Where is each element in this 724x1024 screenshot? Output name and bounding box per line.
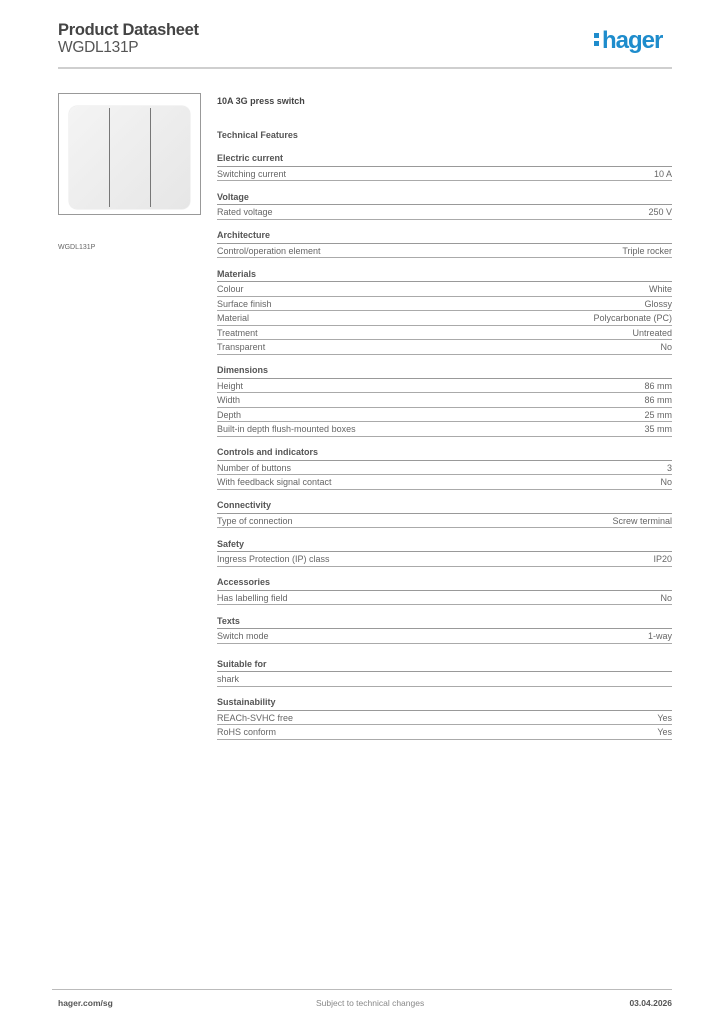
spec-value: 35 mm: [644, 424, 672, 434]
hager-logo: hager: [594, 27, 662, 55]
spec-label: RoHS conform: [217, 727, 277, 737]
spec-value: No: [660, 592, 672, 603]
spec-row: [217, 514, 672, 529]
spec-label: Number of buttons: [217, 462, 292, 473]
spec-row: [217, 244, 672, 259]
technical-features-heading: Technical Features: [217, 130, 298, 140]
spec-group: [217, 696, 672, 740]
spec-label: Treatment: [217, 327, 258, 338]
page-title: Product Datasheet: [58, 21, 199, 39]
spec-value: 86 mm: [644, 380, 672, 391]
spec-group-title: Dimensions: [217, 364, 672, 379]
spec-content: [217, 95, 672, 749]
spec-row: [217, 167, 672, 182]
spec-label: Control/operation element: [217, 245, 321, 256]
spec-value: Screw terminal: [612, 515, 672, 526]
footer-note: Subject to technical changes: [316, 998, 425, 1008]
spec-value: 10 A: [653, 168, 672, 179]
spec-row: [217, 591, 672, 606]
spec-group-title: Architecture: [217, 229, 672, 244]
spec-group-title: Connectivity: [217, 499, 672, 514]
spec-value: No: [660, 342, 672, 352]
spec-value: Polycarbonate (PC): [593, 313, 672, 323]
spec-value: Glossy: [644, 298, 672, 309]
spec-group: [217, 229, 672, 258]
spec-label: Ingress Protection (IP) class: [217, 554, 330, 564]
logo-dots-icon: [594, 30, 599, 46]
spec-value: Yes: [657, 727, 672, 737]
product-image: [58, 93, 201, 215]
footer-divider: [52, 989, 672, 990]
spec-group: [217, 152, 672, 181]
spec-group: [217, 499, 672, 528]
spec-group-title: Electric current: [217, 152, 672, 167]
spec-group: [217, 615, 672, 644]
spec-row: [217, 297, 672, 312]
spec-value: No: [660, 477, 672, 487]
spec-row: [217, 311, 672, 326]
spec-row: [217, 629, 672, 644]
spec-label: Switch mode: [217, 631, 269, 641]
spec-row: [217, 393, 672, 408]
spec-group: [217, 538, 672, 567]
spec-group-title: Accessories: [217, 576, 672, 591]
spec-label: REACh-SVHC free: [217, 712, 294, 723]
footer-website[interactable]: hager.com/sg: [58, 998, 113, 1008]
triple-rocker-switch-image: [69, 106, 190, 209]
spec-row: [217, 205, 672, 220]
spec-row: [217, 552, 672, 567]
spec-value: 250 V: [648, 207, 672, 217]
spec-group-title: Suitable for: [217, 658, 672, 673]
footer-date: 03.04.2026: [629, 998, 672, 1008]
spec-row: [217, 672, 672, 687]
product-name: 10A 3G press switch: [217, 96, 305, 106]
spec-group: [217, 446, 672, 490]
spec-label: Width: [217, 395, 241, 405]
spec-group-title: Voltage: [217, 191, 672, 206]
spec-label: Built-in depth flush-mounted boxes: [217, 424, 356, 434]
spec-group: [217, 576, 672, 605]
spec-group-title: Safety: [217, 538, 672, 553]
spec-row: [217, 282, 672, 297]
spec-groups: [217, 152, 672, 740]
spec-row: [217, 422, 672, 437]
spec-group-title: Sustainability: [217, 696, 672, 711]
spec-label: Rated voltage: [217, 207, 273, 217]
spec-value: IP20: [653, 554, 672, 564]
spec-label: shark: [217, 674, 240, 684]
spec-row: [217, 475, 672, 490]
spec-group: [217, 191, 672, 220]
spec-value: 3: [666, 462, 672, 473]
spec-value: 1-way: [647, 631, 672, 641]
spec-label: Transparent: [217, 342, 266, 352]
product-code: WGDL131P: [58, 39, 139, 56]
image-caption: WGDL131P: [58, 244, 96, 251]
spec-label: With feedback signal contact: [217, 477, 332, 487]
spec-group: [217, 364, 672, 437]
spec-label: Surface finish: [217, 298, 272, 309]
spec-label: Has labelling field: [217, 592, 288, 603]
spec-value: 25 mm: [644, 409, 672, 420]
spec-value: White: [648, 284, 672, 294]
spec-group-title: Texts: [217, 615, 672, 630]
spec-group: [217, 268, 672, 355]
spec-value: Untreated: [632, 327, 672, 338]
spec-label: Type of connection: [217, 515, 293, 526]
spec-value: Triple rocker: [622, 245, 672, 256]
spec-group-title: Materials: [217, 268, 672, 283]
spec-value: 86 mm: [644, 395, 672, 405]
spec-row: [217, 326, 672, 341]
spec-label: Material: [217, 313, 250, 323]
spec-label: Colour: [217, 284, 244, 294]
spec-row: [217, 340, 672, 355]
spec-row: [217, 711, 672, 726]
spec-row: [217, 725, 672, 740]
spec-row: [217, 379, 672, 394]
spec-row: [217, 461, 672, 476]
spec-label: Depth: [217, 409, 242, 420]
spec-value: Yes: [657, 712, 672, 723]
header-divider: [58, 67, 672, 69]
spec-row: [217, 408, 672, 423]
spec-label: Height: [217, 380, 244, 391]
spec-label: Switching current: [217, 168, 287, 179]
spec-group: [217, 658, 672, 687]
spec-group-title: Controls and indicators: [217, 446, 672, 461]
